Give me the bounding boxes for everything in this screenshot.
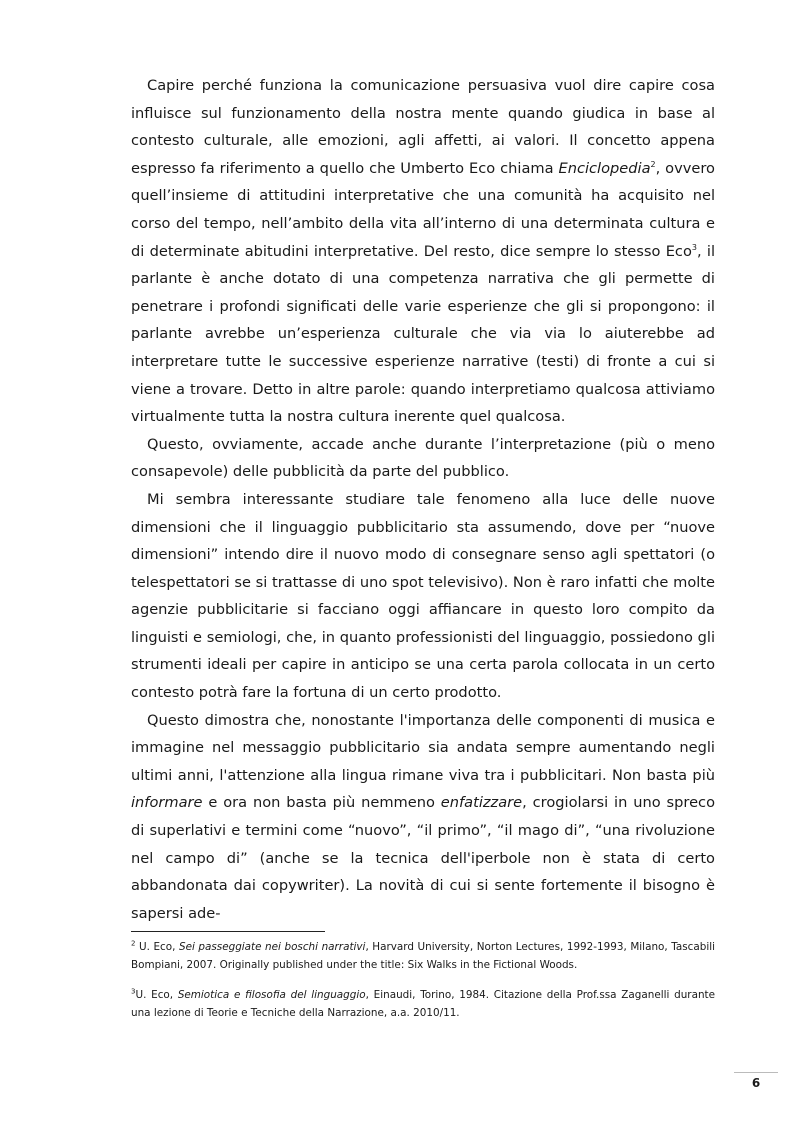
text-run: , Einaudi, Torino, 1984. Citazione della Prof.ssa Zaganelli durante una lezione di Teorie e Tecniche della Narrazione, a.a. 2010/11. — [131, 989, 715, 1019]
italic-text: Semiotica e filosofia del linguaggio — [177, 989, 366, 1001]
text-run: , il parlante è anche dotato di una competenza narrativa che gli permette di penetrare i profondi significati delle varie esperienze che gli si propongono: il parlante avrebbe un’esperienza culturale che via via lo aiuterebbe ad interpretare tutte le successive esperienze narrative (testi) di fronte a cui si viene a trovare. Detto in altre parole: quando interpretiamo qualcosa attiviamo virtualmente tutta la nostra cultura inerente quel qualcosa. — [131, 242, 715, 426]
footnotes — [131, 938, 715, 1034]
text-run: Questo dimostra che, nonostante l'importanza delle componenti di musica e immagine nel messaggio pubblicitario sia andata sempre aumentando negli ultimi anni, l'attenzione alla lingua rimane viva tra i pubblicitari. Non basta più — [131, 711, 715, 784]
text-run: Capire perché funziona la comunicazione persuasiva vuol dire capire cosa influisce sul funzionamento della nostra mente quando giudica in base al contesto culturale, alle emozioni, agli affetti, ai valori. Il concetto appena espresso fa riferimento a quello che Umberto Eco chiama — [131, 77, 715, 177]
paragraph-3 — [131, 486, 715, 707]
footnote-1 — [131, 938, 715, 974]
text-run: e ora non basta più nemmeno — [202, 794, 441, 812]
footnote-ref: 2 — [131, 939, 136, 948]
text-run: Mi sembra interessante studiare tale fenomeno alla luce delle nuove dimensioni che il linguaggio pubblicitario sta assumendo, dove per “nuove dimensioni” intendo dire il nuovo modo di consegnare senso agli spettatori (o telespettatori se si trattasse di uno spot televisivo). Non è raro infatti che molte agenzie pubblicitarie si facciano oggi affiancare in questo loro compito da linguisti e semiologi, che, in quanto professionisti del linguaggio, possiedono gli strumenti ideali per capire in anticipo se una certa parola collocata in un certo contesto potrà fare la fortuna di un certo prodotto. — [131, 490, 715, 702]
footnote-ref: 2 — [650, 159, 656, 169]
italic-text: Enciclopedia — [558, 159, 651, 177]
paragraph-2 — [131, 431, 715, 486]
footnote-ref: 3 — [691, 242, 697, 252]
body-text — [131, 72, 715, 927]
text-run: U. Eco, — [135, 989, 178, 1001]
text-run: , ovvero quell’insieme di attitudini interpretative che una comunità ha acquisito nel corso del tempo, nell’ambito della vita all’interno di una determinata cultura e di determinate abitudini interpretative. Del resto, dice sempre lo stesso Eco — [131, 159, 715, 260]
text-run: , Harvard University, Norton Lectures, 1992-1993, Milano, Tascabili Bompiani, 2007. Originally published under the title: Six Walks in the Fictional Woods. — [131, 941, 715, 971]
italic-text: enfatizzare — [440, 794, 523, 812]
footnote-ref: 3 — [131, 987, 136, 996]
paragraph-4 — [131, 707, 715, 928]
footnote-2 — [131, 986, 715, 1022]
text-run: U. Eco, — [135, 941, 179, 953]
page-number-rule — [734, 1072, 778, 1073]
text-run: Questo, ovviamente, accade anche durante l’interpretazione (più o meno consapevole) delle pubblicità da parte del pubblico. — [131, 435, 715, 481]
italic-text: informare — [131, 794, 203, 812]
italic-text: Sei passeggiate nei boschi narrativi — [178, 941, 366, 953]
page-number: 6 — [751, 1076, 761, 1090]
footnote-separator — [131, 931, 325, 932]
text-run: , crogiolarsi in uno spreco di superlativi e termini come “nuovo”, “il primo”, “il mago di”, “una rivoluzione nel campo di” (anche se la tecnica dell'iperbole non è stata di certo abbandonata dai copywriter). La novità di cui si sente fortemente il bisogno è sapersi ade- — [131, 794, 716, 922]
paragraph-1 — [131, 72, 715, 431]
